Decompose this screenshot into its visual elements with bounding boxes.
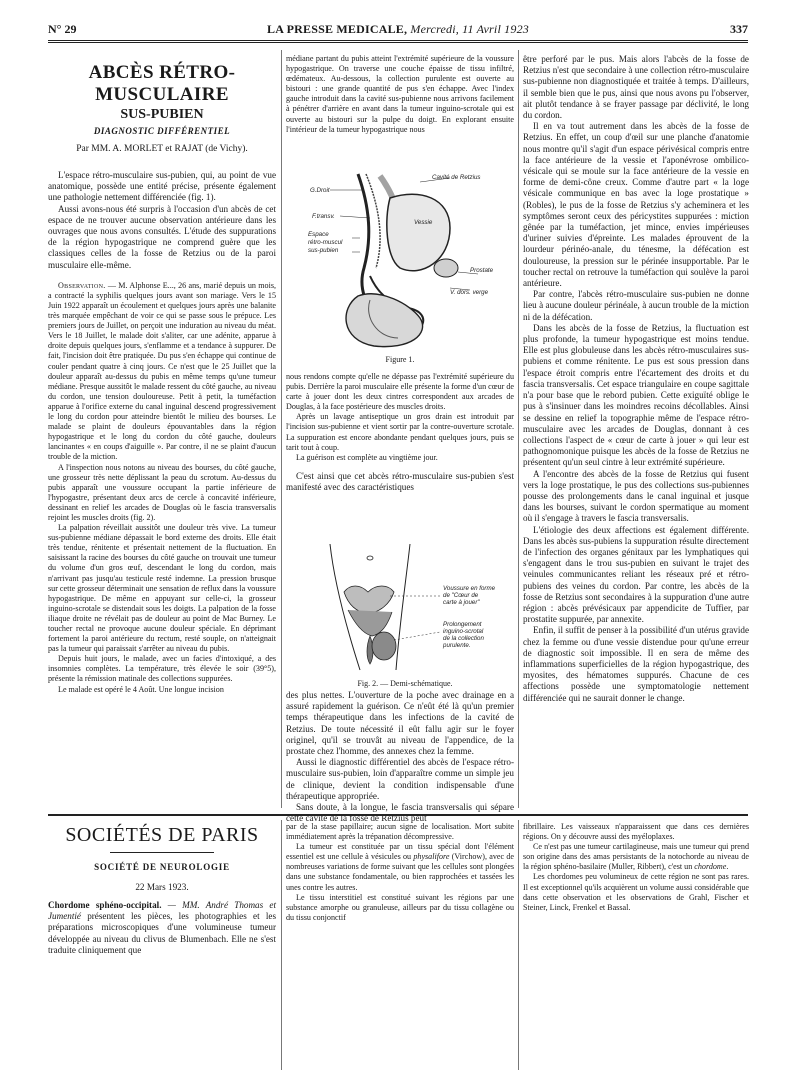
observation-label: Observation.	[58, 280, 106, 290]
header-rule-top	[48, 40, 748, 41]
paragraph: L'étiologie des deux affections est également différente. Dans les abcès sus-pubiens la suppuration résulte directement de l'infection des organes génitaux par les lymphatiques qui s'engagent dans le trou sus-pubien en suivant le trajet des veinules communicantes reliant les réseaux pré et rétro-pubiens des veines du cordon. Par contre, les abcès de la fosse de Retzius sont secondaires à la suppuration d'une autre région : abcès prévésicaux par appendicite de Tuffier, par prostatite suppurée, par annexite.	[523, 524, 749, 625]
paragraph: A l'inspection nous notons au niveau des bourses, du côté gauche, une grosseur très nette déplissant la peau du scrotum. Au-dessus du pubis apparaît une voussure occupant la partie inférieure de l'hypogastre, présentant deux arcs de cercle à concavité inférieure, dessinant en relief les arcades de Douglas où le fascia transversalis rejoint les muscles droits (fig. 2).	[48, 462, 276, 522]
societes-column-2	[286, 822, 514, 1070]
fig2-label2-line2: inguino-scrotal	[443, 628, 484, 635]
societes-column-3	[523, 822, 749, 1070]
paragraph: Dans les abcès de la fosse de Retzius, la fluctuation est plus profonde, la tumeur hypogastrique est moins tendue. Elle est plus globuleuse dans les abcès rétro-musculaires sus-pubiens et comme rénitente. Le pus est sous pression dans l'espace étroit compris entre l'écartement des droits et du fascia transversalis. Cet espace triangulaire en coupe sagittale n'a pour base que le rebord pubien. Cette exiguïté oblige le pus à s'insinuer dans les moindres recoins décollables. Ainsi se dessine en relief la topographie même de l'espace rétro-musculaire avec les arcades de Douglas, donnant à ces collections l'aspect de « cœur de carte à jouer » qui leur est pathognomonique puisque les abcès de la fosse de Retzius ne présentent qu'un seul cintre à leur extrémité supérieure.	[523, 322, 749, 468]
paragraph: Aussi avons-nous été surpris à l'occasion d'un abcès de cet espace de ne trouver aucune observation antérieure dans les ouvrages que nous avons consultés. L'étude des suppurations de la région hypogastrique ne comprend guère que les classiques celles de la fosse de Retzius ou de la paroi musculaire elle-même.	[48, 203, 276, 270]
paragraph: Le malade est opéré le 4 Août. Une longue incision	[58, 684, 224, 694]
article-title-line2: SUS-PUBIEN	[120, 107, 204, 122]
text: Ce n'est pas une tumeur cartilagineuse, mais une tumeur qui prend son origine dans des amas persistants de la notochorde au niveau de la région sphéno-basilaire (Muller, Ribbert), c'est un	[523, 842, 749, 872]
society-name: SOCIÉTÉ DE NEUROLOGIE	[94, 862, 230, 872]
article-column-1	[48, 62, 276, 808]
observation-text: — M. Alphonse E..., 26 ans, marié depuis un mois, a contracté la syphilis quelques jours avant son mariage. Vers le 15 Juin 1922 apparaît un écoulement et quelques jours après une balanite très marquée empêchant de voir ce qui se passe sous le prépuce. Les premiers jours de Juillet, on perçoit une induration au niveau du méat. Vers le 18 Juillet, le malade doit s'aliter, car une adénite, apparue à droite depuis quelques jours, s'enflamme et a tendance à suppurer. De fait, l'incision doit être pratiquée. Du pus s'en échappe qui continue de couler pendant quatre à cinq jours. Ce n'est que le 25 Juillet que la douleur apparaît au-dessus du pubis en même temps qu'une tumeur médiane. Presque aussitôt le malade ressent du côté gauche, au niveau du cordon, une tension douloureuse. Petit à petit, la tuméfaction apparue à l'orifice externe du canal inguinal descend progressivement le long du cordon pour atteindre bientôt le milieu des bourses. Le malade se plaint de douleurs épouvantables dans la région hypogastrique et le long du cordon du côté gauche, douleurs lancinantes « en coups d'aiguille ». Par contre, il ne se plaint d'aucun trouble de la miction.	[48, 280, 276, 462]
label-droit: G.Droit	[310, 187, 330, 194]
title-underline	[110, 852, 214, 853]
chordome-heading: Chordome sphéno-occipital.	[48, 900, 162, 910]
paragraph: médiane partant du pubis atteint l'extrémité supérieure de la voussure hypogastrique. On traverse une couche épaisse de tissu infiltré, œdémateux. Au-dessous, la collection purulente est ouverte au bistouri : une grande quantité de pus s'en échappe. Avec l'index gauche introduit dans la cavité sus-pubienne nous arrivons facilement à pénétrer d'arrière en avant dans la tumeur inguino-scrotale qui est ouverte au bistouri sur la pulpe du doigt. En explorant ensuite l'intérieur de la tumeur hypogastrique nous	[286, 54, 514, 134]
chordome-text: présentent les pièces, les photographies et les préparations microscopiques d'une volumineuse tumeur développée au niveau du clivus de Blumenbach. Elle ne s'est traduite cliniquement que	[48, 911, 276, 955]
article-title: ABCÈS RÉTRO-MUSCULAIRE	[88, 62, 236, 105]
page-header	[48, 22, 748, 38]
scrotal-swelling	[372, 632, 396, 660]
text: (Virchow), avec de nombreuses variations de forme suivant que les cellules sont plongées dans une substance fondamentale, ou bien rapprochées et tassées les unes contre les autres.	[286, 852, 514, 892]
paragraph	[523, 842, 749, 872]
italic-term: physalifore	[413, 852, 450, 862]
paragraph: nous rendons compte qu'elle ne dépasse pas l'extrémité supérieure du pubis. Derrière la paroi musculaire elle présente la forme d'un cœur de carte à jouer dont les deux cintres correspondent aux arcades de Douglas, à la face postérieure des muscles droits.	[286, 372, 514, 412]
label-retro: rétro-muscul	[308, 239, 343, 246]
paragraph: La palpation réveillait aussitôt une douleur très vive. La tumeur sus-pubienne médiane dépassait le bord externe des droits. Elle était très tendue, rénitente et présentait nettement de la fluctuation. En saisissant la racine des bourses du côté gauche on trouvait une tumeur du volume d'un gros œuf, descendant le long du cordon, mais n'arrivant pas jusqu'au testicule resté indemne. La pression brusque sur cette grosseur déterminait une sensation de reflux dans la voussure hypogastrique. De même en appuyant sur celle-ci, la grosseur inguino-scrotale se distendait sous les doigts. La palpation de la fosse iliaque droite ne révélait pas de douleur au point de Mac Burney. Le toucher rectal ne provoque aucune douleur spéciale. En déprimant fortement la paroi antérieure du rectum, resté souple, on n'atteignait pas la tumeur qui paraissait s'arrêter au niveau du pubis.	[48, 523, 276, 654]
paragraph: L'espace rétro-musculaire sus-pubien, qui, au point de vue anatomique, possède une entité précise, présente également une pathologie nettement différenciée (fig. 1).	[48, 170, 276, 203]
paragraph: Les chordomes peu volumineux de cette région ne sont pas rares. Il est exceptionnel qu'ils acquièrent un volume aussi considérable que dans cette observation et les observations de Grahl, Fischer et Steiner, Linck, Frenkel et Bassal.	[523, 872, 749, 912]
fig2-label2-line4: purulente.	[443, 642, 471, 649]
article-column-3	[523, 54, 749, 808]
paragraph: Par contre, l'abcès rétro-musculaire sus-pubien ne donne lieu à aucune douleur périnéale, à aucun trouble de la miction ni de la défécation.	[523, 289, 749, 322]
journal-name: LA PRESSE MEDICALE,	[267, 22, 408, 36]
label-cavite: Cavité de Retzius	[432, 174, 481, 181]
label-sus: sus-pubien	[308, 247, 339, 254]
journal-masthead	[48, 22, 748, 37]
page-number: 337	[730, 22, 748, 36]
paragraph: par de la stase papillaire; aucun signe de localisation. Mort subite immédiatement après la trépanation décompressive.	[286, 822, 514, 842]
paragraph: Enfin, il suffit de penser à la possibilité d'un utérus gravide chez la femme ou d'une vessie distendue pour qu'une erreur de diagnostic soit impossible. Il en sera de même des inflammations superficielles de la région hypogastrique, des myosites, des hématomes suppurés. Chacune de ces affections possède une symptomatologie nettement différenciée qui ne saurait donner le change.	[523, 625, 749, 703]
fig2-label1-line3: carte à jouer"	[443, 599, 480, 606]
paragraph: La guérison est complète au vingtième jour.	[296, 452, 438, 462]
observation-paragraph	[48, 281, 276, 463]
paragraph	[286, 842, 514, 892]
paragraph: Aussi le diagnostic différentiel des abcès de l'espace rétro-musculaire sus-pubien, loin d'apparaître comme un simple jeu de clinique, devient la condition indispensable d'une thérapeutique appropriée.	[286, 757, 514, 801]
text: .	[726, 862, 729, 872]
paragraph: Après un lavage antiseptique un gros drain est introduit par l'incision sus-pubienne et vient sortir par la contre-ouverture scrotale. La suppuration est encore abondante pendant quelques jours, puis se tarit tout à coup.	[286, 412, 514, 452]
italic-term: chordome	[694, 862, 727, 872]
figure-1	[300, 168, 500, 366]
pelvis-drawing	[300, 540, 510, 674]
fig2-label2-line1: Prolongement	[443, 621, 482, 628]
label-vessie: Vessie	[414, 219, 433, 226]
label-prostate: Prostate	[470, 267, 494, 274]
figure-1-caption: Figure 1.	[385, 355, 415, 364]
issue-date: Mercredi, 11 Avril 1923	[410, 22, 529, 36]
paragraph: Depuis huit jours, le malade, avec un facies d'intoxiqué, a des insomnies complètes. La température, très élevée le soir (39°5), présente la rémission matinale des collections suppurées.	[48, 654, 276, 684]
fig2-label2-line3: de la collection	[443, 635, 484, 642]
article-column-2-bottom	[286, 690, 514, 824]
figure-2	[300, 540, 510, 688]
anatomy-diagram	[300, 168, 500, 350]
article-column-2-top	[286, 54, 514, 168]
article-authors: Par MM. A. MORLET et RAJAT (de Vichy).	[76, 144, 248, 154]
paragraph: Le tissu interstitiel est constitué suivant les régions par une substance amorphe ou granuleuse, ailleurs par du tissu collagène ou du tissu conjonctif	[286, 892, 514, 922]
societes-column-1	[48, 900, 276, 1070]
prostate-shape	[434, 259, 458, 277]
issue-number: N° 29	[48, 22, 77, 36]
label-ftransv: F.transv.	[312, 213, 335, 220]
article-subtitle: DIAGNOSTIC DIFFÉRENTIEL	[93, 126, 231, 136]
fig2-label1-line2: de "Cœur de	[443, 592, 479, 599]
paragraph: Sans doute, à la longue, le fascia transversalis qui sépare cette cavité de la fosse de Retzius peut	[286, 802, 514, 824]
label-espace: Espace	[308, 231, 329, 238]
chordome-authors: — MM. André Thomas et Jumentié	[48, 900, 276, 922]
text: La tumeur est constituée par un tissu spécial dont l'élément essentiel est une cellule à vésicules ou	[286, 842, 514, 862]
column-separator	[518, 820, 519, 1070]
column-separator	[518, 50, 519, 808]
paragraph: être perforé par le pus. Mais alors l'abcès de la fosse de Retzius n'est que secondaire à une collection rétro-musculaire sus-pubienne non diagnostiquée et traitée à temps. D'ailleurs, il semble bien que le pus, ainsi que nous avons pu l'observer, ait plutôt tendance à se frayer passage par déclivité, le long du cordon.	[523, 54, 749, 121]
fig2-label1-line1: Voussure en forme	[443, 585, 496, 592]
column-separator	[281, 820, 282, 1070]
label-vdors: V. dors. verge	[450, 289, 489, 296]
section-rule	[48, 814, 748, 816]
paragraph	[48, 900, 276, 956]
article-column-2-middle	[286, 372, 514, 532]
paragraph: des plus nettes. L'ouverture de la poche avec drainage en a assuré rapidement la guérison. Ce n'eût été là qu'un premier temps thérapeutique dans les infections de la cavité de Retzius. De toute nécessité il eût fallu agir sur le foyer originel, qu'il se trouvât au niveau de l'appendice, de la prostate chez l'homme, des annexes chez la femme.	[286, 690, 514, 757]
section-title: SOCIÉTÉS DE PARIS	[65, 824, 259, 846]
paragraph: C'est ainsi que cet abcès rétro-musculaire sus-pubien s'est manifesté avec des caractéristiques	[286, 470, 514, 493]
paragraph: A l'encontre des abcès de la fosse de Retzius qui fusent vers la loge prostatique, le pus des collections sus-pubiennes pousse des prolongements dans le canal inguinal et jusque dans les bourses, suivant le cordon spermatique au moment où il s'engage à travers le fascia transversalis.	[523, 468, 749, 524]
figure-2-caption: Fig. 2. — Demi-schématique.	[357, 679, 453, 688]
column-separator	[281, 50, 282, 808]
header-rule-bottom	[48, 42, 748, 43]
session-date: 22 Mars 1923.	[135, 882, 189, 892]
paragraph: Il en va tout autrement dans les abcès de la fosse de Retzius. En effet, un coup d'œil sur une planche d'anatomie nous montre qu'il s'agit d'un espace périvésical compris entre la face antérieure de la vessie et l'aponévrose ombilico-vésicale qui se moule sur la face antérieure de la vessie en forme de demi-cône creux. Comme d'autre part « la loge vésicale communique en bas avec la loge prostatique » (Robles), le pus de la fosse de Retzius s'y acheminera et les symptômes seront ceux des péricystites suppurées : miction gênée par la tuméfaction, jet mince, envies impérieuses d'uriner suivies d'épreinte. Les malades éprouvent de la lourdeur périnéo-anale, du ténesme, la défécation est douloureuse, la pression sur le périnée insupportable. Par le toucher rectal on retrouve la tuméfaction qui soulève la paroi antérieure.	[523, 121, 749, 289]
paragraph: fibrillaire. Les vaisseaux n'apparaissent que dans ces dernières régions. On y découvre aussi des myéloplaxes.	[523, 822, 749, 842]
